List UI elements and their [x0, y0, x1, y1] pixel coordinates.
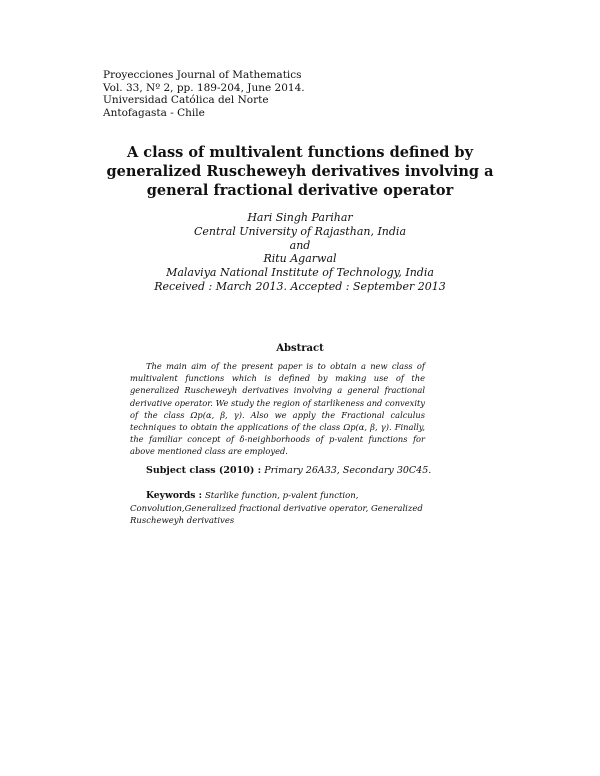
journal-university: Universidad Católica del Norte [103, 94, 269, 107]
author-conjunction: and [289, 238, 311, 252]
affiliation-2: Malaviya National Institute of Technology, India [166, 266, 434, 280]
affiliation-1: Central University of Rajasthan, India [194, 224, 406, 238]
journal-name: Proyecciones Journal of Mathematics [103, 69, 302, 81]
journal-location: Antofagasta - Chile [103, 106, 205, 119]
author-2: Ritu Agarwal [263, 252, 337, 266]
keywords-value: Starlike function, p-valent function, Convolution,Generalized fractional derivative operator, Generalized Ruscheweyh derivatives [130, 491, 423, 526]
journal-volume: Vol. 33, Nº 2, pp. 189-204, June 2014. [103, 81, 305, 94]
received-dates: Received : March 2013. Accepted : September 2013 [154, 279, 446, 293]
author-1: Hari Singh Parihar [247, 211, 353, 224]
subject-class [146, 465, 431, 476]
authors-block [100, 211, 500, 294]
subject-class-value: Primary 26A33, Secondary 30C45. [264, 465, 432, 476]
keywords [130, 490, 460, 528]
abstract-text: The main aim of the present paper is to obtain a new class of multivalent functions which is defined by making use of the generalized Ruscheweyh derivatives involving a general fractional derivative operator. We study the region of starlikeness and convexity of the class Ωp(α, β, γ). Also we apply the Fractional calculus techniques to obtain the applications of the class Ωp(α, β, γ). Finally, the familiar concept of δ-neighborhoods of p-valent functions for above mentioned class are employed. [130, 361, 425, 457]
paper-title: A class of multivalent functions defined by generalized Ruscheweyh derivatives involving a general fractional derivative operator [106, 144, 494, 199]
keywords-label: Keywords : [146, 490, 203, 501]
journal-header [103, 69, 305, 119]
abstract-heading: Abstract [276, 343, 324, 354]
subject-class-label: Subject class (2010) : [146, 465, 262, 476]
